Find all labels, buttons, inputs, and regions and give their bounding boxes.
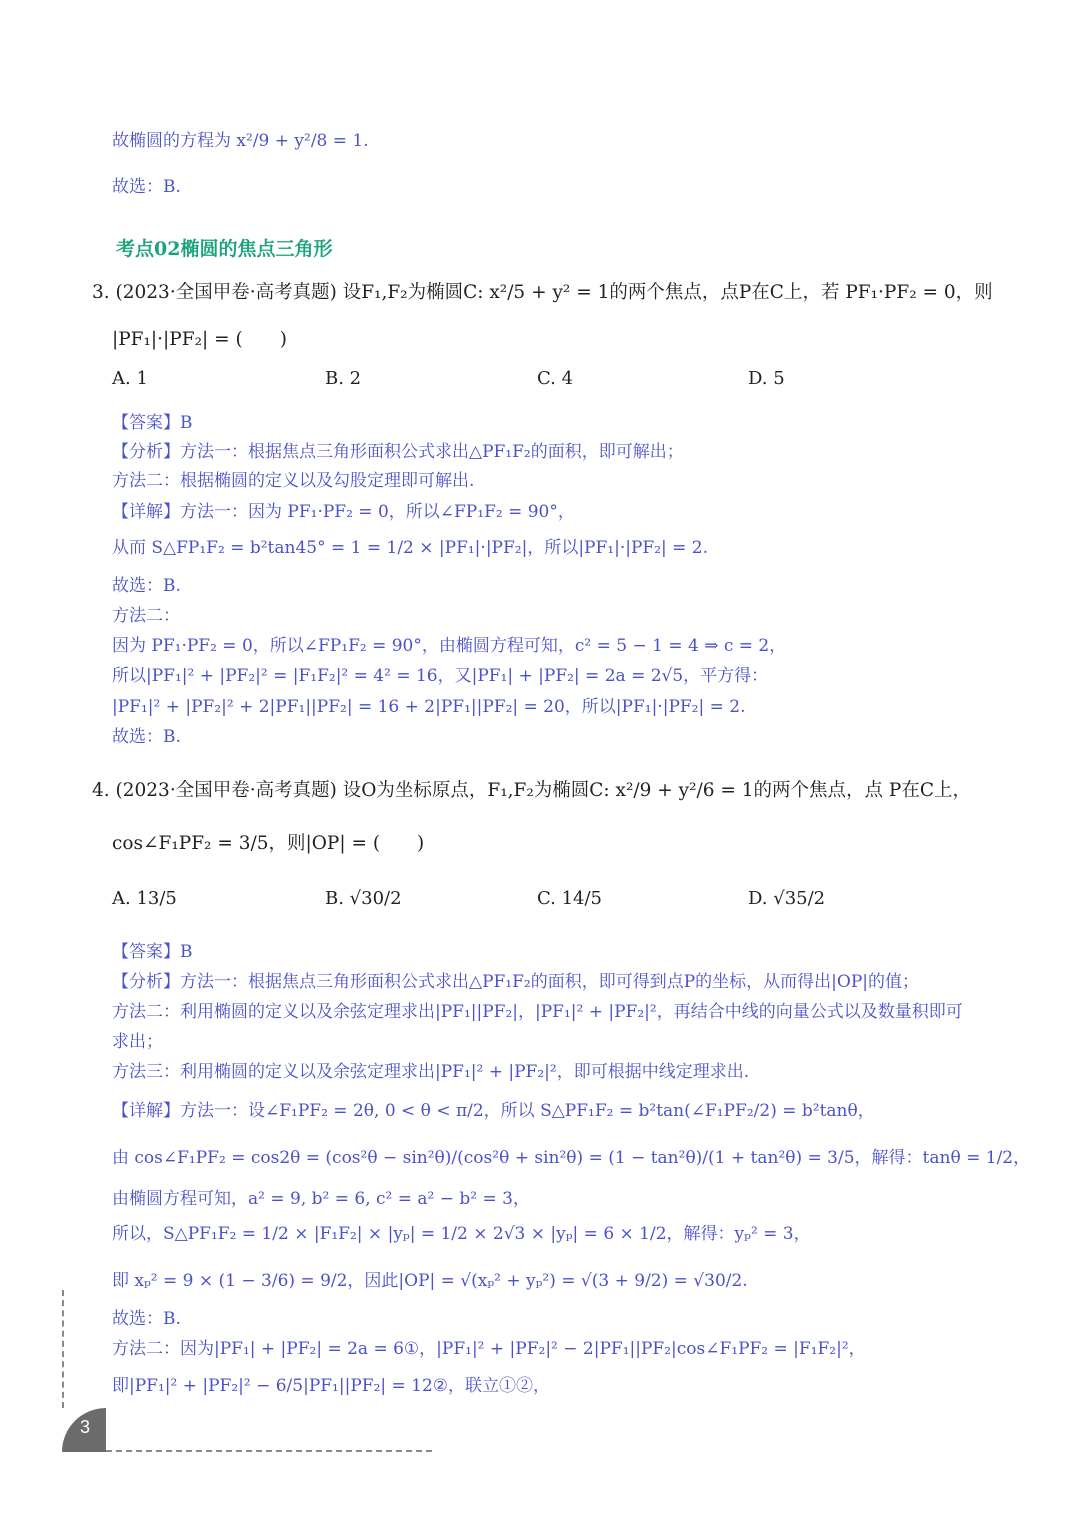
q3-option-c: C. 4 (537, 368, 574, 389)
q4-analysis-4: 方法三：利用椭圆的定义以及余弦定理求出|PF₁|² + |PF₂|²，即可根据中线定理求出. (112, 1062, 750, 1082)
q4-answer: 【答案】B (112, 942, 193, 962)
prev-line-1: 故椭圆的方程为 x²/9 + y²/8 = 1. (112, 131, 369, 151)
q3-detail-7: |PF₁|² + |PF₂|² + 2|PF₁||PF₂| = 16 + 2|PF₁||PF₂| = 20，所以|PF₁|·|PF₂| = 2. (112, 697, 746, 717)
q4-option-a: A. 13/5 (112, 888, 177, 909)
q4-analysis-1: 【分析】方法一：根据焦点三角形面积公式求出△PF₁F₂的面积，即可得到点P的坐标，从而得出|OP|的值； (112, 972, 920, 992)
q3-detail-4: 方法二： (112, 606, 180, 626)
q3-detail-2: 从而 S△FP₁F₂ = b²tan45° = 1 = 1/2 × |PF₁|·|PF₂|，所以|PF₁|·|PF₂| = 2. (112, 538, 709, 558)
page-number: 3 (80, 1417, 91, 1437)
q3-answer: 【答案】B (112, 413, 193, 433)
q4-detail-1: 【详解】方法一：设∠F₁PF₂ = 2θ, 0 < θ < π/2，所以 S△PF₁F₂ = b²tan(∠F₁PF₂/2) = b²tanθ， (112, 1101, 875, 1121)
q3-analysis-2: 方法二：根据椭圆的定义以及勾股定理即可解出. (112, 471, 475, 491)
q3-detail-8: 故选：B. (112, 727, 181, 747)
q3-detail-1: 【详解】方法一：因为 PF₁·PF₂ = 0，所以∠FP₁F₂ = 90°， (112, 502, 575, 522)
q3-detail-6: 所以|PF₁|² + |PF₂|² = |F₁F₂|² = 4² = 16，又|PF₁| + |PF₂| = 2a = 2√5，平方得： (112, 666, 769, 686)
q4-option-b: B. √30/2 (325, 888, 402, 909)
q3-detail-5: 因为 PF₁·PF₂ = 0，所以∠FP₁F₂ = 90°，由椭圆方程可知，c² = 5 − 1 = 4 ⇒ c = 2， (112, 636, 787, 656)
q4-detail-7: 方法二：因为|PF₁| + |PF₂| = 2a = 6①，|PF₁|² + |PF₂|² − 2|PF₁||PF₂|cos∠F₁PF₂ = |F₁F₂|²， (112, 1339, 866, 1359)
q3-stem-line-2: |PF₁|·|PF₂| = ( ) (112, 329, 287, 350)
q4-detail-8: 即|PF₁|² + |PF₂|² − 6/5|PF₁||PF₂| = 12②，联立①②， (112, 1376, 551, 1396)
prev-choice-line: 故选：B. (112, 177, 181, 197)
q4-analysis-2: 方法二：利用椭圆的定义以及余弦定理求出|PF₁||PF₂|，|PF₁|² + |PF₂|²，再结合中线的向量公式以及数量积即可 (112, 1002, 963, 1022)
q4-detail-4: 所以，S△PF₁F₂ = 1/2 × |F₁F₂| × |yₚ| = 1/2 × 2√3 × |yₚ| = 6 × 1/2，解得：yₚ² = 3， (112, 1224, 811, 1244)
q3-analysis-1: 【分析】方法一：根据焦点三角形面积公式求出△PF₁F₂的面积，即可解出； (112, 442, 684, 462)
q4-option-d: D. √35/2 (748, 888, 826, 909)
footer-dashed-vertical (62, 1290, 64, 1408)
q4-detail-3: 由椭圆方程可知，a² = 9, b² = 6, c² = a² − b² = 3， (112, 1189, 530, 1209)
q4-option-c: C. 14/5 (537, 888, 602, 909)
q3-option-a: A. 1 (112, 368, 148, 389)
q4-stem-line-2: cos∠F₁PF₂ = 3/5，则|OP| = ( ) (112, 833, 425, 854)
q4-detail-2: 由 cos∠F₁PF₂ = cos2θ = (cos²θ − sin²θ)/(cos²θ + sin²θ) = (1 − tan²θ)/(1 + tan²θ) = 3/5，解得：tanθ = 1/2， (112, 1148, 1031, 1168)
footer-dashed-horizontal (106, 1450, 432, 1452)
section-heading: 考点02椭圆的焦点三角形 (116, 238, 333, 260)
q3-option-b: B. 2 (325, 368, 362, 389)
prev-solution-line (112, 126, 369, 151)
q4-analysis-3: 求出； (112, 1032, 163, 1052)
q4-stem-line-1: 4. (2023·全国甲卷·高考真题) 设O为坐标原点，F₁,F₂为椭圆C: x²/9 + y²/6 = 1的两个焦点，点 P在C上， (92, 780, 972, 801)
q3-option-d: D. 5 (748, 368, 785, 389)
q4-detail-6: 故选：B. (112, 1309, 181, 1329)
q3-detail-3: 故选：B. (112, 576, 181, 596)
q3-stem-line-1: 3. (2023·全国甲卷·高考真题) 设F₁,F₂为椭圆C: x²/5 + y² = 1的两个焦点，点P在C上，若 PF₁·PF₂ = 0，则 (92, 282, 993, 303)
q4-detail-5: 即 xₚ² = 9 × (1 − 3/6) = 9/2，因此|OP| = √(xₚ² + yₚ²) = √(3 + 9/2) = √30/2. (112, 1271, 748, 1291)
